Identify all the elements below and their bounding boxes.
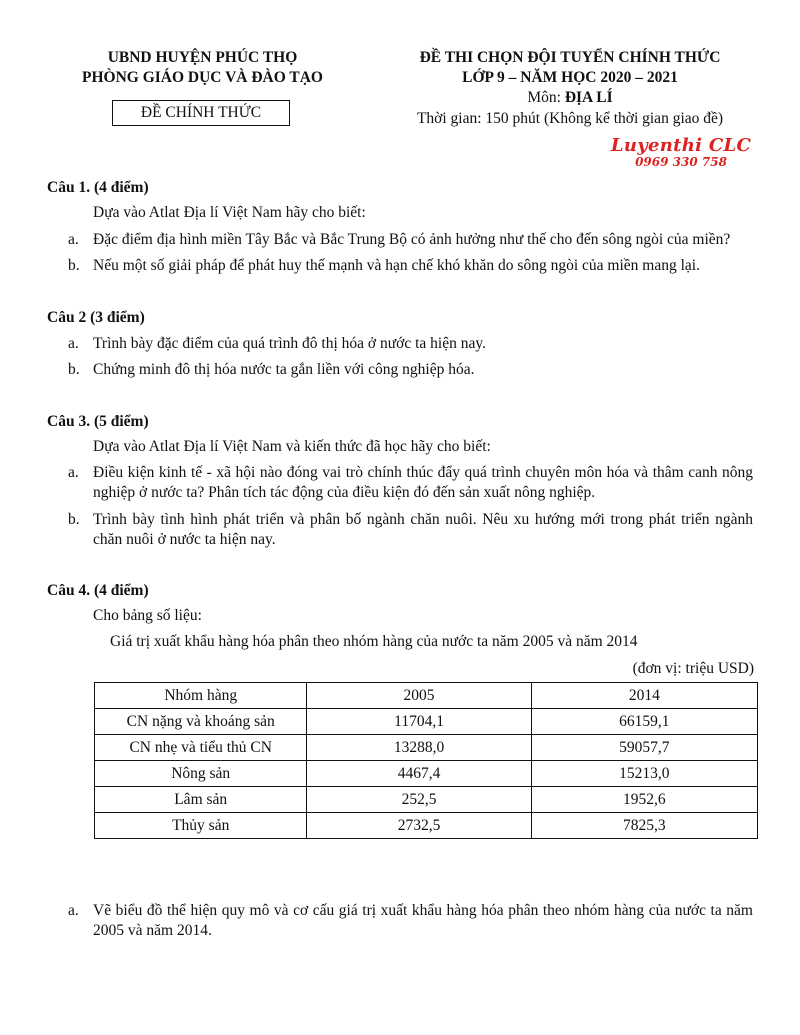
- exam-title: ĐỀ THI CHỌN ĐỘI TUYỂN CHÍNH THỨC: [419, 49, 721, 66]
- grade-year: LỚP 9 – NĂM HỌC 2020 – 2021: [462, 69, 678, 86]
- q1-a-label: a.: [68, 231, 79, 248]
- q3-b-text: Trình bày tình hình phát triển và phân bố ngành chăn nuôi. Nêu xu hướng mới trong phát triển ngành chăn nuôi ở nước ta hiện nay.: [93, 511, 753, 548]
- q3-intro: Dựa vào Atlat Địa lí Việt Nam và kiến thức đã học hãy cho biết:: [93, 438, 491, 455]
- q3-b-label: b.: [68, 511, 80, 528]
- table-cell: Lâm sản: [95, 787, 307, 813]
- subject-name: ĐỊA LÍ: [564, 89, 613, 106]
- table-header-row: [95, 683, 758, 709]
- table-cell: 1952,6: [531, 787, 757, 813]
- q1-a-text: Đặc điểm địa hình miền Tây Bắc và Bắc Trung Bộ có ảnh hưởng như thế cho đến sông ngòi của miền?: [93, 231, 731, 248]
- export-table: [94, 682, 758, 839]
- table-caption: Giá trị xuất khẩu hàng hóa phân theo nhóm hàng của nước ta năm 2005 và năm 2014: [110, 633, 638, 650]
- table-cell: CN nặng và khoáng sản: [95, 709, 307, 735]
- q1-b-label: b.: [68, 257, 80, 274]
- watermark: [606, 136, 756, 169]
- table-cell: 15213,0: [531, 761, 757, 787]
- table-header-cell: Nhóm hàng: [95, 683, 307, 709]
- table-cell: 252,5: [307, 787, 531, 813]
- q2-b-text: Chứng minh đô thị hóa nước ta gắn liền với công nghiệp hóa.: [93, 361, 475, 378]
- time-line: Thời gian: 150 phút (Không kể thời gian giao đề): [416, 110, 724, 127]
- table-cell: 11704,1: [307, 709, 531, 735]
- q1-b-text: Nếu một số giải pháp để phát huy thế mạnh và hạn chế khó khăn do sông ngòi của miền mang lại.: [93, 257, 700, 274]
- official-label-box: ĐỀ CHÍNH THỨC: [112, 100, 290, 126]
- table-header-cell: 2014: [531, 683, 757, 709]
- table-row: [95, 787, 758, 813]
- q4-title: Câu 4. (4 điểm): [47, 582, 149, 599]
- q4-intro: Cho bảng số liệu:: [93, 607, 202, 624]
- table-cell: 13288,0: [307, 735, 531, 761]
- table-cell: CN nhẹ và tiểu thủ CN: [95, 735, 307, 761]
- district-name: UBND HUYỆN PHÚC THỌ: [107, 49, 298, 66]
- watermark-phone: 0969 330 758: [635, 155, 727, 169]
- table-cell: 7825,3: [531, 813, 757, 839]
- table-unit: (đơn vị: triệu USD): [632, 660, 754, 677]
- q4-a-label: a.: [68, 902, 79, 919]
- table-cell: 2732,5: [307, 813, 531, 839]
- q2-b-label: b.: [68, 361, 80, 378]
- q1-title: Câu 1. (4 điểm): [47, 179, 149, 196]
- table-cell: 59057,7: [531, 735, 757, 761]
- table-row: [95, 735, 758, 761]
- q2-title: Câu 2 (3 điểm): [47, 309, 145, 326]
- q2-a-text: Trình bày đặc điểm của quá trình đô thị hóa ở nước ta hiện nay.: [93, 335, 486, 352]
- table-cell: Nông sản: [95, 761, 307, 787]
- department-name: PHÒNG GIÁO DỤC VÀ ĐÀO TẠO: [82, 69, 323, 86]
- table-cell: 4467,4: [307, 761, 531, 787]
- header-right: [380, 48, 760, 130]
- subject-line: [380, 88, 760, 108]
- table-row: [95, 813, 758, 839]
- table-row: [95, 709, 758, 735]
- subject-prefix: Môn:: [527, 89, 565, 106]
- q3-a-text: Điều kiện kinh tế - xã hội nào đóng vai trò chính thúc đẩy quá trình chuyên môn hóa và thâm canh nông nghiệp ở nước ta? Phân tích tác động của điều kiện đó đến sản xuất nông nghiệp.: [93, 464, 753, 501]
- q1-intro: Dựa vào Atlat Địa lí Việt Nam hãy cho biết:: [93, 204, 366, 221]
- header-left: [45, 48, 360, 88]
- q3-a-label: a.: [68, 464, 79, 481]
- table-cell: Thủy sản: [95, 813, 307, 839]
- watermark-brand: Luyenthi CLC: [610, 135, 752, 156]
- table-cell: 66159,1: [531, 709, 757, 735]
- q2-a-label: a.: [68, 335, 79, 352]
- table-header-cell: 2005: [307, 683, 531, 709]
- q4-a-text: Vẽ biểu đồ thể hiện quy mô và cơ cấu giá trị xuất khẩu hàng hóa phân theo nhóm hàng của nước ta năm 2005 và năm 2014.: [93, 902, 753, 939]
- q3-title: Câu 3. (5 điểm): [47, 413, 149, 430]
- table-row: [95, 761, 758, 787]
